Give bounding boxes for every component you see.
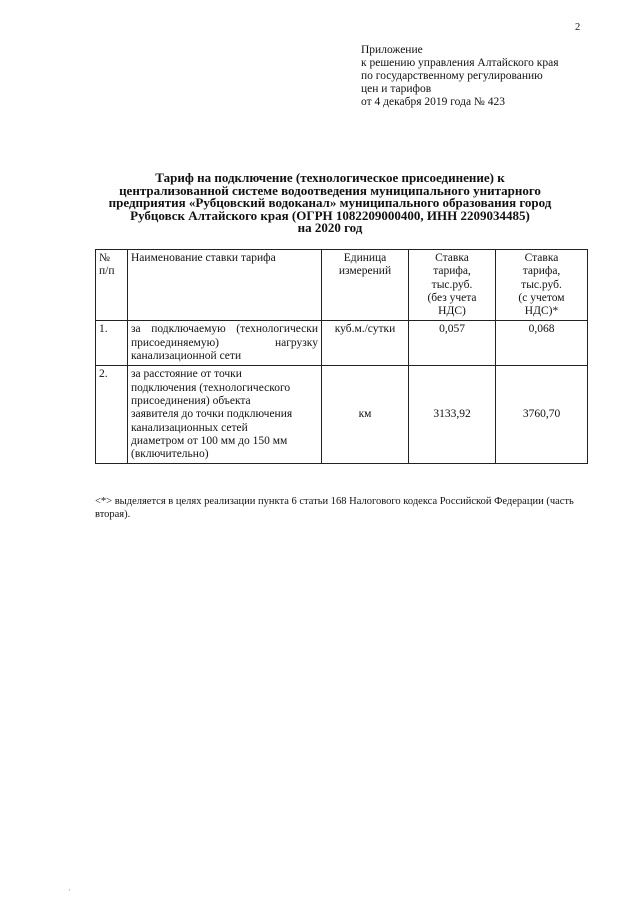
appendix-line: от 4 декабря 2019 года № 423 bbox=[361, 96, 506, 108]
row-name: за подключаемую (технологически присоединяемую) нагрузку канализационной сети bbox=[128, 321, 322, 366]
table-header-row bbox=[96, 250, 588, 321]
title-line: на 2020 год bbox=[297, 220, 363, 236]
title-line: предприятия «Рубцовский водоканал» муниципального образования город bbox=[108, 195, 552, 211]
row-rate-vat: 0,068 bbox=[496, 321, 588, 366]
table-row bbox=[96, 321, 588, 366]
document-title bbox=[70, 172, 590, 235]
appendix-block bbox=[361, 44, 559, 109]
header-num: № п/п bbox=[96, 250, 128, 321]
row-unit: км bbox=[322, 366, 409, 464]
page-number: 2 bbox=[575, 22, 581, 33]
row-num: 2. bbox=[96, 366, 128, 464]
title-line: централизованной системе водоотведения муниципального унитарного bbox=[119, 182, 541, 198]
title-line: Рубцовск Алтайского края (ОГРН 1082209000400, ИНН 2209034485) bbox=[130, 207, 530, 223]
title-line: Тариф на подключение (технологическое присоединение) к bbox=[155, 170, 505, 185]
table-row bbox=[96, 366, 588, 464]
header-name: Наименование ставки тарифа bbox=[128, 250, 322, 321]
header-rate-no-vat: Ставка тарифа, тыс.руб. (без учета НДС) bbox=[409, 250, 496, 321]
footnote: <*> выделяется в целях реализации пункта 6 статьи 168 Налогового кодекса Российской Федерации (часть вторая). bbox=[95, 496, 574, 520]
tariff-table bbox=[95, 249, 588, 464]
row-num: 1. bbox=[96, 321, 128, 366]
row-rate-no-vat: 0,057 bbox=[409, 321, 496, 366]
appendix-line: по государственному регулированию bbox=[361, 70, 543, 82]
appendix-line: цен и тарифов bbox=[361, 83, 432, 95]
appendix-line: Приложение bbox=[361, 44, 423, 56]
row-rate-no-vat: 3133,92 bbox=[409, 366, 496, 464]
header-unit: Единица измерений bbox=[322, 250, 409, 321]
row-rate-vat: 3760,70 bbox=[496, 366, 588, 464]
row-name: за расстояние от точки подключения (технологического присоединения) объекта заявителя до точки подключения канализационных сетей диаметром от 100 мм до 150 мм (включительно) bbox=[128, 366, 322, 464]
margin-mark: · bbox=[68, 886, 71, 895]
header-rate-vat: Ставка тарифа, тыс.руб. (с учетом НДС)* bbox=[496, 250, 588, 321]
row-unit: куб.м./сутки bbox=[322, 321, 409, 366]
appendix-line: к решению управления Алтайского края bbox=[361, 57, 559, 69]
